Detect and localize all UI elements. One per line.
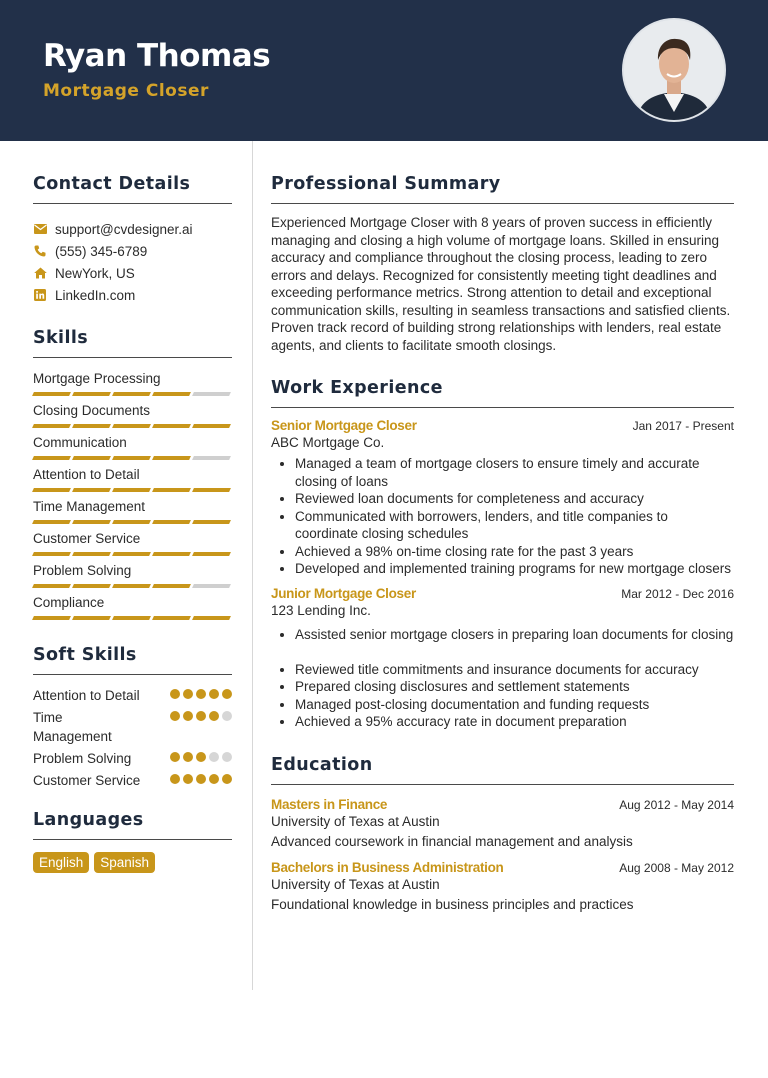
rating-dot [209,689,219,699]
skill-level-bar [33,488,232,492]
soft-skill-name: Time Management [33,710,112,744]
skill-level-segment [112,392,151,396]
rating-dot [170,752,180,762]
rating-dot [196,774,206,784]
rating-dot [196,689,206,699]
skill-level-segment [72,424,111,428]
education-description: Advanced coursework in financial management and analysis [271,833,633,849]
contact-email [33,218,232,240]
right-column [271,174,734,912]
contact-linkedin-text: LinkedIn.com [55,287,136,303]
skill-level-segment [152,552,191,556]
summary-section-title: Professional Summary [271,174,734,204]
contact-linkedin [33,284,232,306]
rating-dot [170,774,180,784]
skill-name: Attention to Detail [33,467,140,482]
rating-dot [209,774,219,784]
skill-item [33,594,232,626]
skill-level-bar [33,520,232,524]
school-name: University of Texas at Austin [271,876,440,892]
skill-name: Mortgage Processing [33,371,161,386]
phone-icon [33,244,47,258]
contact-section-title: Contact Details [33,174,232,204]
job-company: ABC Mortgage Co. [271,435,385,450]
rating-dot [209,752,219,762]
skill-name: Customer Service [33,531,141,546]
education-section-title: Education [271,755,734,785]
degree-title: Masters in Finance [271,796,388,812]
resume-header [0,0,768,141]
experience-section-title: Work Experience [271,378,734,408]
soft-skill-item [33,708,232,746]
skill-level-segment [32,488,71,492]
soft-skills-section-title: Soft Skills [33,645,232,675]
summary-text: Experienced Mortgage Closer with 8 years of proven success in efficiently managing and closing a high volume of mortgage loans. Skilled in ensuring accuracy and compliance throughout the closing process, leading to zero errors and delays. Recognized for consistently meeting tight deadlines and exceeding performance metrics. Strong attention to detail and exceptional communication skills, resulting in seamless transactions and satisfied clients. Proven track record of building strong relationships with lenders, real estate agents, and clients to facilitate smooth closings. [271,215,731,353]
skill-level-bar [33,424,232,428]
candidate-role: Mortgage Closer [43,81,209,101]
job-bullet: • Prepared closing disclosures and settlement statements [295,678,734,696]
soft-skills-list [33,686,232,790]
rating-dot [209,711,219,721]
skill-level-segment [192,392,231,396]
profile-photo [624,20,724,120]
rating-dot [222,774,232,784]
left-column [33,174,232,873]
skill-level-segment [32,616,71,620]
job-bullet: • Reviewed loan documents for completeness and accuracy [295,490,734,508]
skill-level-segment [192,616,231,620]
skill-item [33,402,232,434]
job-header [271,586,734,601]
home-icon [33,266,47,280]
skill-level-segment [152,520,191,524]
rating-dot [170,689,180,699]
skill-level-bar [33,616,232,620]
envelope-icon [33,222,47,236]
rating-dot [170,711,180,721]
skill-level-segment [192,456,231,460]
languages-list [33,852,232,873]
skill-level-segment [32,424,71,428]
education-description: Foundational knowledge in business principles and practices [271,896,634,912]
job-bullets [271,455,734,578]
column-divider [252,141,253,990]
job-bullet: • Achieved a 95% accuracy rate in document preparation [295,713,734,731]
skill-level-segment [72,616,111,620]
skill-level-segment [112,616,151,620]
contact-list [33,218,232,306]
soft-skill-name: Customer Service [33,773,141,788]
job-company: 123 Lending Inc. [271,602,371,618]
skill-level-segment [32,520,71,524]
job-title: Senior Mortgage Closer [271,418,417,433]
rating-dot [183,689,193,699]
skill-level-segment [152,392,191,396]
job-date: Jan 2017 - Present [632,419,734,433]
skill-level-segment [112,456,151,460]
skill-level-segment [152,488,191,492]
job-bullet: • Managed post-closing documentation and funding requests [295,696,734,714]
skill-item [33,466,232,498]
contact-email-text: support@cvdesigner.ai [55,221,193,237]
job-bullet: • Developed and implemented training programs for new mortgage closers [295,560,734,578]
skill-level-segment [112,488,151,492]
soft-skill-rating [170,749,232,762]
education-date: Aug 2012 - May 2014 [619,797,734,812]
skill-level-segment [152,424,191,428]
skill-name: Time Management [33,499,146,514]
contact-phone [33,240,232,262]
education-header [271,860,734,875]
education-header [271,797,734,812]
job-entry [271,418,734,578]
skill-name: Closing Documents [33,403,151,418]
rating-dot [183,774,193,784]
skill-level-segment [72,488,111,492]
skill-level-segment [32,584,71,588]
skill-item [33,434,232,466]
skill-level-bar [33,456,232,460]
education-entry [271,860,734,912]
soft-skill-item [33,686,232,705]
rating-dot [196,711,206,721]
candidate-name: Ryan Thomas [43,38,271,74]
job-bullet: • Achieved a 98% on-time closing rate for the past 3 years [295,543,734,561]
skill-level-segment [192,520,231,524]
rating-dot [183,711,193,721]
job-date: Mar 2012 - Dec 2016 [621,586,734,601]
skill-item [33,370,232,402]
job-header [271,418,734,433]
degree-title: Bachelors in Business Administration [271,859,504,875]
job-bullets [271,626,734,731]
rating-dot [196,752,206,762]
soft-skill-item [33,749,232,768]
skill-level-bar [33,552,232,556]
job-bullet: • Assisted senior mortgage closers in preparing loan documents for closing [295,626,734,644]
skill-level-segment [112,552,151,556]
skill-level-segment [192,584,231,588]
skill-level-segment [72,456,111,460]
soft-skill-rating [170,771,232,784]
soft-skill-item [33,771,232,790]
linkedin-icon [33,288,47,302]
soft-skill-rating [170,708,232,721]
job-bullet: • Communicated with borrowers, lenders, and title companies to coordinate closing schedules [295,508,734,543]
skills-list [33,370,232,626]
skill-level-segment [152,616,191,620]
skills-section-title: Skills [33,328,232,358]
skill-level-segment [112,424,151,428]
rating-dot [222,711,232,721]
skill-level-segment [112,520,151,524]
skill-level-segment [152,584,191,588]
skill-level-segment [72,392,111,396]
soft-skill-name: Attention to Detail [33,688,140,703]
skill-level-bar [33,392,232,396]
contact-location [33,262,232,284]
skill-level-segment [32,392,71,396]
contact-location-text: NewYork, US [55,265,135,281]
skill-level-bar [33,584,232,588]
language-badge: Spanish [94,852,155,873]
skill-level-segment [72,552,111,556]
skill-level-segment [72,584,111,588]
skill-level-segment [152,456,191,460]
skill-level-segment [192,552,231,556]
skill-name: Compliance [33,595,105,610]
skill-name: Communication [33,435,127,450]
job-entry [271,586,734,731]
languages-section-title: Languages [33,810,232,840]
rating-dot [222,752,232,762]
job-bullet: • Managed a team of mortgage closers to ensure timely and accurate closing of loans [295,455,734,490]
skill-level-segment [192,424,231,428]
skill-item [33,562,232,594]
soft-skill-rating [170,686,232,699]
language-badge: English [33,852,89,873]
skill-level-segment [112,584,151,588]
school-name: University of Texas at Austin [271,813,440,829]
rating-dot [222,689,232,699]
education-entry [271,797,734,849]
skill-level-segment [32,456,71,460]
education-date: Aug 2008 - May 2012 [619,860,734,875]
skill-level-segment [72,520,111,524]
rating-dot [183,752,193,762]
skill-level-segment [192,488,231,492]
skill-item [33,530,232,562]
contact-phone-text: (555) 345-6789 [55,243,148,259]
job-bullet: • Reviewed title commitments and insurance documents for accuracy [295,661,734,679]
job-title: Junior Mortgage Closer [271,585,416,601]
job-bullet-empty [295,643,734,661]
soft-skill-name: Problem Solving [33,751,132,766]
skill-level-segment [32,552,71,556]
skill-item [33,498,232,530]
skill-name: Problem Solving [33,563,132,578]
